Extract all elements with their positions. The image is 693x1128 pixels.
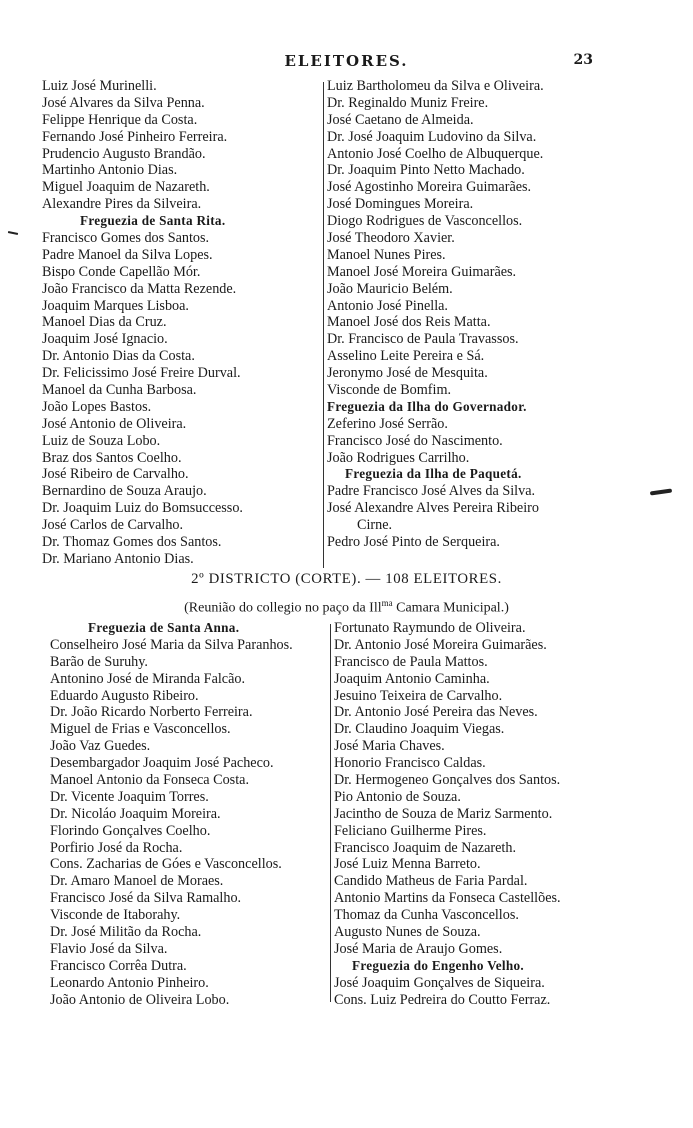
- elector-name: Florindo Gonçalves Coelho.: [50, 822, 211, 839]
- section-heading: Freguezia de Santa Anna.: [88, 620, 240, 635]
- elector-name: Manoel José dos Reis Matta.: [327, 314, 491, 331]
- elector-name: Francisco de Paula Mattos.: [334, 653, 488, 670]
- elector-name: Thomaz da Cunha Vasconcellos.: [334, 907, 519, 924]
- elector-name: Alexandre Pires da Silveira.: [42, 196, 202, 213]
- elector-name: José Joaquim Gonçalves de Siqueira.: [334, 974, 545, 991]
- elector-name: Luiz José Murinelli.: [42, 78, 157, 94]
- elector-name: Francisco Gomes dos Santos.: [42, 230, 210, 247]
- elector-name: Dr. Hermogeneo Gonçalves dos Santos.: [334, 772, 561, 789]
- elector-name: Bispo Conde Capellão Mór.: [42, 263, 201, 280]
- elector-name: Dr. Nicoláo Joaquim Moreira.: [50, 805, 221, 822]
- top-left-column: [42, 78, 243, 568]
- elector-name: José Luiz Menna Barreto.: [334, 856, 481, 873]
- elector-name: Antonio Martins da Fonseca Castellões.: [334, 890, 561, 907]
- elector-name: Francisco José do Nascimento.: [327, 432, 503, 449]
- column-divider-bottom: [330, 624, 331, 1002]
- elector-name: João Antonio de Oliveira Lobo.: [50, 991, 230, 1008]
- elector-name: Dr. Vicente Joaquim Torres.: [50, 788, 209, 805]
- elector-name: João Mauricio Belém.: [327, 280, 453, 297]
- elector-name: Francisco Corrêa Dutra.: [50, 957, 187, 974]
- elector-name: Honorio Francisco Caldas.: [334, 755, 486, 772]
- elector-name: Dr. Claudino Joaquim Viegas.: [334, 721, 505, 738]
- elector-name: Dr. Joaquim Luiz do Bomsuccesso.: [42, 500, 243, 517]
- elector-name: José Domingues Moreira.: [327, 196, 474, 213]
- section-heading: Freguezia da Ilha de Paquetá.: [345, 466, 522, 482]
- reuniao-text: (Reunião do collegio no paço da Ill: [184, 600, 382, 616]
- elector-name: Feliciano Guilherme Pires.: [334, 822, 487, 839]
- elector-name: Desembargador Joaquim José Pacheco.: [50, 755, 274, 772]
- elector-name: Conselheiro José Maria da Silva Paranhos.: [50, 636, 293, 653]
- elector-name: Dr. Francisco de Paula Travassos.: [327, 331, 519, 348]
- section-heading: Freguezia da Ilha do Governador.: [327, 398, 527, 414]
- elector-name: Dr. Amaro Manoel de Moraes.: [50, 873, 224, 890]
- elector-name: Dr. Reginaldo Muniz Freire.: [327, 94, 489, 111]
- elector-name: Antonino José de Miranda Falcão.: [50, 670, 246, 687]
- elector-name: Dr. Thomaz Gomes dos Santos.: [42, 534, 222, 551]
- elector-name: Dr. Antonio José Moreira Guimarães.: [334, 636, 547, 653]
- elector-name: Visconde de Itaborahy.: [50, 907, 181, 924]
- elector-name: Dr. Mariano Antonio Dias.: [42, 550, 194, 567]
- elector-name: Martinho Antonio Dias.: [42, 162, 178, 179]
- elector-name: Manoel Dias da Cruz.: [42, 314, 167, 331]
- elector-name: Dr. José Militão da Rocha.: [50, 924, 202, 941]
- elector-name: José Carlos de Carvalho.: [42, 517, 184, 534]
- elector-name: Augusto Nunes de Souza.: [334, 924, 481, 941]
- elector-name: Luiz de Souza Lobo.: [42, 432, 161, 449]
- elector-name: Francisco Joaquim de Nazareth.: [334, 839, 517, 856]
- elector-name: Prudencio Augusto Brandão.: [42, 145, 206, 162]
- district-heading: 2º DISTRICTO (CORTE). — 108 ELEITORES.: [191, 571, 502, 587]
- elector-name: Miguel de Frias e Vasconcellos.: [50, 721, 231, 738]
- elector-name: Cons. Zacharias de Góes e Vasconcellos.: [50, 856, 282, 873]
- elector-name: Francisco José da Silva Ramalho.: [50, 890, 242, 907]
- elector-name: João Francisco da Matta Rezende.: [42, 280, 237, 297]
- elector-name: José Alexandre Alves Pereira Ribeiro: [327, 500, 539, 517]
- elector-name: João Lopes Bastos.: [42, 398, 152, 415]
- elector-name: Luiz Bartholomeu da Silva e Oliveira.: [327, 78, 544, 94]
- elector-name: Manoel Antonio da Fonseca Costa.: [50, 772, 249, 789]
- section-heading: Freguezia do Engenho Velho.: [352, 957, 524, 973]
- print-mark: [8, 231, 18, 235]
- elector-name: José Maria de Araujo Gomes.: [334, 940, 503, 957]
- elector-name: Pedro José Pinto de Serqueira.: [327, 534, 500, 551]
- elector-name: Bernardino de Souza Araujo.: [42, 483, 207, 500]
- elector-name: José Agostinho Moreira Guimarães.: [327, 179, 532, 196]
- elector-name: Asselino Leite Pereira e Sá.: [327, 348, 485, 365]
- elector-name: Antonio José Coelho de Albuquerque.: [327, 145, 544, 162]
- elector-name: Zeferino José Serrão.: [327, 415, 448, 432]
- elector-name: Dr. Antonio Dias da Costa.: [42, 348, 195, 365]
- page-title: ELEITORES.: [284, 52, 409, 70]
- elector-name: Porfirio José da Rocha.: [50, 839, 183, 856]
- elector-name: Antonio José Pinella.: [327, 297, 448, 314]
- elector-name: Pio Antonio de Souza.: [334, 788, 461, 805]
- reuniao-note: [0, 598, 693, 617]
- elector-name: Fernando José Pinheiro Ferreira.: [42, 128, 228, 145]
- elector-name: Padre Manoel da Silva Lopes.: [42, 246, 213, 263]
- top-right-column: [327, 78, 544, 551]
- elector-name: Dr. Felicissimo José Freire Durval.: [42, 365, 241, 382]
- elector-name: Barão de Suruhy.: [50, 653, 148, 670]
- elector-name: Felippe Henrique da Costa.: [42, 111, 198, 128]
- elector-name: Dr. Antonio José Pereira das Neves.: [334, 704, 538, 721]
- elector-name: Eduardo Augusto Ribeiro.: [50, 687, 199, 704]
- page-header: [0, 52, 693, 76]
- reuniao-sup: ma: [381, 598, 393, 608]
- elector-name: José Maria Chaves.: [334, 738, 445, 755]
- elector-name: Manoel da Cunha Barbosa.: [42, 382, 197, 399]
- elector-name: Dr. João Ricardo Norberto Ferreira.: [50, 704, 253, 721]
- elector-name: Leonardo Antonio Pinheiro.: [50, 974, 209, 991]
- elector-name: Visconde de Bomfim.: [327, 382, 452, 399]
- elector-name: Diogo Rodrigues de Vasconcellos.: [327, 213, 523, 230]
- elector-name: Flavio José da Silva.: [50, 940, 168, 957]
- elector-name: Joaquim Marques Lisboa.: [42, 297, 189, 314]
- elector-name: Fortunato Raymundo de Oliveira.: [334, 620, 526, 636]
- elector-name: Cirne.: [357, 517, 393, 534]
- elector-name: Braz dos Santos Coelho.: [42, 449, 182, 466]
- elector-name: José Theodoro Xavier.: [327, 230, 455, 247]
- page-number: 23: [573, 52, 593, 68]
- elector-name: Jacintho de Souza de Mariz Sarmento.: [334, 805, 553, 822]
- elector-name: Jesuino Teixeira de Carvalho.: [334, 687, 503, 704]
- reuniao-text-end: Camara Municipal.): [392, 600, 509, 616]
- elector-name: Joaquim Antonio Caminha.: [334, 670, 490, 687]
- elector-name: João Vaz Guedes.: [50, 738, 151, 755]
- column-divider-top: [323, 82, 324, 568]
- elector-name: José Antonio de Oliveira.: [42, 415, 187, 432]
- elector-name: Manoel José Moreira Guimarães.: [327, 263, 517, 280]
- elector-name: Jeronymo José de Mesquita.: [327, 365, 488, 382]
- section-heading: Freguezia de Santa Rita.: [80, 213, 226, 229]
- elector-name: Dr. José Joaquim Ludovino da Silva.: [327, 128, 537, 145]
- elector-name: João Rodrigues Carrilho.: [327, 449, 470, 466]
- elector-name: José Ribeiro de Carvalho.: [42, 466, 189, 483]
- elector-name: Joaquim José Ignacio.: [42, 331, 168, 348]
- elector-name: Miguel Joaquim de Nazareth.: [42, 179, 210, 196]
- bottom-left-column: [50, 620, 293, 1008]
- elector-name: Dr. Joaquim Pinto Netto Machado.: [327, 162, 525, 179]
- elector-name: Manoel Nunes Pires.: [327, 246, 446, 263]
- print-mark: [650, 488, 672, 495]
- elector-name: Cons. Luiz Pedreira do Coutto Ferraz.: [334, 991, 551, 1008]
- elector-name: José Alvares da Silva Penna.: [42, 94, 205, 111]
- elector-name: Candido Matheus de Faria Pardal.: [334, 873, 528, 890]
- elector-name: Padre Francisco José Alves da Silva.: [327, 483, 536, 500]
- elector-name: José Caetano de Almeida.: [327, 111, 474, 128]
- bottom-right-column: [334, 620, 561, 1008]
